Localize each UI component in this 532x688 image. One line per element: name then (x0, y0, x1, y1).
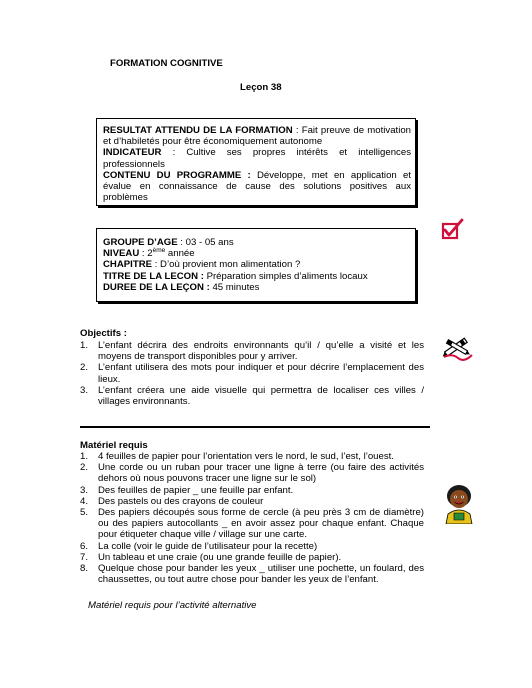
contenu-paragraph (103, 170, 411, 204)
niveau-text-b: année (165, 248, 195, 260)
list-item (80, 507, 424, 541)
list-item-text: Des papiers découpés sous forme de cercle (à peu près 3 cm de diamètre) ou des papiers autocollants _ en avoir assez pour chaque enfant. Chaque pour étiqueter chaque ville / village sur une carte. (98, 507, 424, 541)
lesson-info-box (96, 228, 416, 302)
list-item-text: Un tableau et une craie (ou une grande feuille de papier). (98, 551, 342, 563)
contenu-label: CONTENU DU PROGRAMME : (103, 169, 251, 181)
chapitre-text: : D’où provient mon alimentation ? (152, 259, 301, 271)
niveau-superscript: ème (152, 247, 166, 255)
list-item (80, 485, 424, 496)
list-item (80, 362, 424, 384)
pencil-tools-icon (440, 333, 474, 361)
list-item (80, 552, 424, 563)
child-face-icon (442, 482, 476, 524)
list-item-number: 1. (80, 451, 89, 462)
list-item-number: 7. (80, 551, 89, 563)
list-item-number: 6. (80, 540, 89, 552)
indicateur-label: INDICATEUR (103, 147, 162, 159)
list-item (80, 462, 424, 484)
indicateur-text: : Cultive ses propres intérêts et intelligences professionnels (103, 147, 411, 170)
list-item-text: L’enfant décrira des endroits environnants qu’il / qu’elle a visité et les moyens de transport disponibles pour y arriver. (98, 340, 424, 363)
groupe-text: : 03 - 05 ans (177, 237, 234, 248)
titre-text: Préparation simples d’aliments locaux (203, 270, 368, 282)
list-item-number: 3. (80, 484, 89, 496)
titre-line (103, 271, 411, 282)
list-item (80, 496, 424, 507)
chapitre-label: CHAPITRE (103, 259, 153, 271)
list-item-number: 4. (80, 495, 89, 507)
list-item-number: 3. (80, 384, 89, 396)
list-item-number: 2. (80, 462, 89, 474)
list-item-number: 2. (80, 362, 89, 374)
duree-text: 45 minutes (209, 281, 260, 293)
objectifs-list-container (80, 340, 424, 407)
list-item-number: 8. (80, 563, 89, 575)
groupe-line (103, 237, 411, 248)
list-item (80, 385, 424, 407)
resultat-paragraph (103, 125, 411, 147)
indicateur-paragraph (103, 147, 411, 169)
list-item-text: L’enfant créera une aide visuelle qui permettra de localiser ces villes / villages environnants. (98, 384, 424, 408)
duree-label: DUREE DE LA LEÇON : (103, 281, 210, 293)
objectifs-list (80, 340, 424, 407)
list-item (80, 451, 424, 462)
resultat-label: RESULTAT ATTENDU DE LA FORMATION (103, 125, 293, 136)
materiel-list (80, 451, 424, 585)
niveau-line (103, 248, 411, 259)
list-item-number: 1. (80, 340, 89, 351)
list-item-text: Quelque chose pour bander les yeux _ utiliser une pochette, un foulard, des chaussettes, ou tout autre chose pour bander les yeux de l’enfant. (98, 563, 424, 586)
titre-label: TITRE DE LA LECON : (103, 270, 204, 282)
list-item-text: Des pastels ou des crayons de couleur (98, 495, 264, 507)
formation-box (96, 118, 416, 206)
materiel-list-container (80, 451, 424, 585)
objectifs-title: Objectifs : (80, 328, 127, 339)
section-divider (80, 426, 430, 428)
materiel-title: Matériel requis (80, 440, 148, 451)
niveau-label: NIVEAU (103, 248, 140, 260)
contenu-text: Développe, met en application et évalue en connaissance de cause des solutions positives aux problèmes (103, 169, 411, 204)
list-item-text: Des feuilles de papier _ une feuille par enfant. (98, 484, 294, 496)
groupe-label: GROUPE D’AGE (103, 237, 178, 248)
alternative-material-heading: Matériel requis pour l’activité alternative (88, 600, 257, 611)
list-item-text: L’enfant utilisera des mots pour indiquer et pour décrire l’emplacement des lieux. (98, 362, 424, 385)
list-item (80, 563, 424, 585)
document-title: FORMATION COGNITIVE (110, 58, 223, 69)
chapitre-line (103, 259, 411, 270)
list-item-number: 5. (80, 507, 89, 519)
list-item-text: 4 feuilles de papier pour l’orientation vers le nord, le sud, l’est, l’ouest. (98, 451, 394, 462)
resultat-text: : Fait preuve de motivation et d’habiletés pour être économiquement autonome (103, 125, 411, 148)
list-item (80, 340, 424, 362)
niveau-text-a: : 2 (139, 248, 153, 260)
list-item-text: La colle (voir le guide de l’utilisateur pour la recette) (98, 540, 318, 552)
duree-line (103, 282, 411, 293)
list-item-text: Une corde ou un ruban pour tracer une ligne à terre (ou faire des activités dehors où nous pouvons tracer une ligne sur le sol) (98, 462, 424, 485)
list-item (80, 541, 424, 552)
checked-box-icon (440, 218, 464, 242)
lesson-number: Leçon 38 (240, 82, 282, 93)
